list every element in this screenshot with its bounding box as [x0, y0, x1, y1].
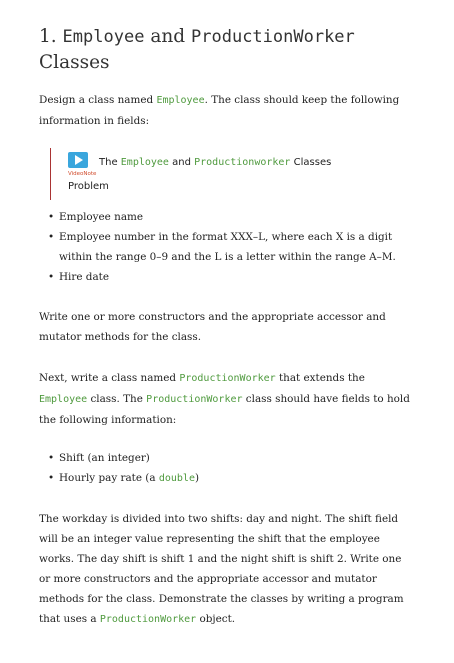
pay-rate-close: )	[194, 472, 200, 484]
intro-text-1: Design a class named	[39, 94, 157, 106]
vn-title-code-productionworker: Productionworker	[194, 157, 291, 168]
list-item	[48, 468, 408, 489]
next-code-productionworker: ProductionWorker	[179, 373, 276, 384]
intro-paragraph	[39, 90, 411, 131]
heading-code-employee: Employee	[62, 27, 145, 47]
final-paragraph	[39, 509, 411, 630]
next-code-employee: Employee	[39, 394, 88, 405]
employee-fields-list	[48, 207, 408, 287]
vn-title-post: Classes	[290, 157, 332, 168]
next-paragraph	[39, 368, 411, 430]
list-item: • Hire date	[48, 267, 408, 287]
next-code-productionworker-2: ProductionWorker	[146, 394, 243, 405]
video-note-box[interactable]	[50, 148, 397, 200]
video-play-icon[interactable]	[68, 152, 88, 168]
vn-title-code-employee: Employee	[120, 157, 169, 168]
final-text: The workday is divided into two shifts: day and night. The shift field will be an integer value representing the shift that the employee works. The day shift is shift 1 and the night shift is shift 2. Write one or more constructors and the appropriate accessor and mutator methods for the class. Demonstrate the classes by writing a program that uses a	[39, 513, 404, 625]
final-tail: object.	[196, 613, 236, 625]
list-item: • Employee number in the format XXX–L, where each X is a digit within the range 0–9 and the L is a letter within the range A–M.	[48, 227, 408, 267]
pay-rate-text: Hourly pay rate (a	[59, 472, 159, 484]
intro-code-employee: Employee	[156, 95, 205, 106]
next-text-1: Next, write a class named	[39, 372, 180, 384]
next-text-2: that extends the	[275, 372, 365, 384]
productionworker-fields-list	[48, 448, 408, 489]
constructors-paragraph: Write one or more constructors and the appropriate accessor and mutator methods for the class.	[39, 311, 386, 343]
heading-tail: Classes	[39, 52, 110, 73]
list-item: • Shift (an integer)	[48, 448, 408, 468]
final-code-productionworker: ProductionWorker	[99, 614, 197, 625]
vn-title-and: and	[168, 157, 195, 168]
next-text-3: class. The	[87, 393, 147, 405]
video-note-label: VideoNote	[68, 171, 97, 177]
video-note-title	[99, 157, 331, 168]
video-note-problem: Problem	[68, 181, 109, 192]
heading-code-productionworker: ProductionWorker	[191, 27, 355, 47]
vn-title-pre: The	[99, 157, 121, 168]
pay-rate-code-double: double	[158, 473, 195, 484]
list-item: • Employee name	[48, 207, 408, 227]
next-text-4: class should have fields to hold the following information:	[39, 393, 410, 426]
intro-text-2: . The class should keep the following information in fields:	[39, 94, 400, 127]
exercise-number: 1.	[39, 26, 57, 47]
heading-and: and	[150, 26, 186, 47]
exercise-heading	[39, 24, 419, 76]
